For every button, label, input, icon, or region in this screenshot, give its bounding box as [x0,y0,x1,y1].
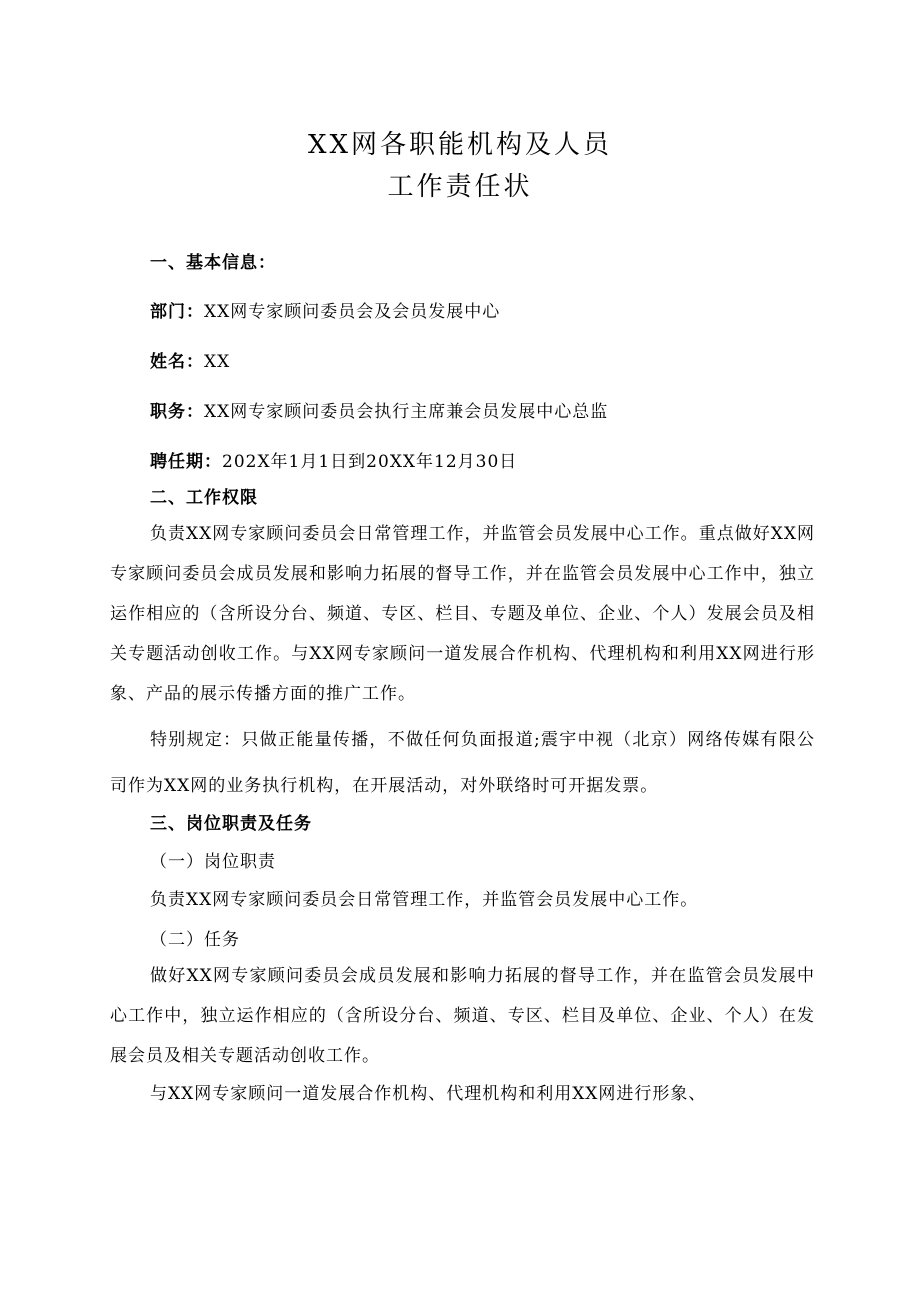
position-row [150,400,608,424]
section3-heading: 三、岗位职责及任务 [150,814,312,834]
sub2-paragraph1: 做好XX网专家顾问委员会成员发展和影响力拓展的督导工作，并在监管会员发展中心工作中，独立运作相应的（含所设分台、频道、专区、栏目及单位、企业、个人）在发展会员及相关专题活动创收工作。 [110,966,815,1066]
section1-heading: 一、基本信息： [150,253,276,273]
sub2-heading: （二）任务 [150,930,240,950]
name-label: 姓名： [150,352,204,372]
term-label: 聘任期： [150,452,222,472]
department-value: XX网专家顾问委员会及会员发展中心 [204,302,501,322]
position-value: XX网专家顾问委员会执行主席兼会员发展中心总监 [204,402,609,422]
section2-paragraph2: 特别规定：只做正能量传播，不做任何负面报道;震宇中视（北京）网络传媒有限公司作为XX网的业务执行机构，在开展活动，对外联络时可开据发票。 [110,730,815,796]
department-row [150,300,500,324]
name-value: XX [204,352,231,372]
position-label: 职务： [150,402,204,422]
sub1-text: 负责XX网专家顾问委员会日常管理工作，并监管会员发展中心工作。 [150,890,699,910]
sub1-heading: （一）岗位职责 [150,852,276,872]
department-label: 部门： [150,302,204,322]
sub2-paragraph2: 与XX网专家顾问一道发展合作机构、代理机构和利用XX网进行形象、 [150,1084,707,1104]
section2-paragraph1: 负责XX网专家顾问委员会日常管理工作，并监管会员发展中心工作。重点做好XX网专家顾问委员会成员发展和影响力拓展的督导工作，并在监管会员发展中心工作中，独立运作相应的（含所设分台、频道、专区、栏目、专题及单位、企业、个人）发展会员及相关专题活动创收工作。与XX网专家顾问一道发展合作机构、代理机构和利用XX网进行形象、产品的展示传播方面的推广工作。 [110,524,815,704]
document-title-line1: XX网各职能机构及人员 [307,130,613,160]
name-row [150,350,230,374]
section2-heading: 二、工作权限 [150,488,258,508]
term-row [150,450,517,474]
term-value: 202X年1月1日到20XX年12月30日 [222,452,518,472]
document-title-line2: 工作责任状 [387,172,533,202]
